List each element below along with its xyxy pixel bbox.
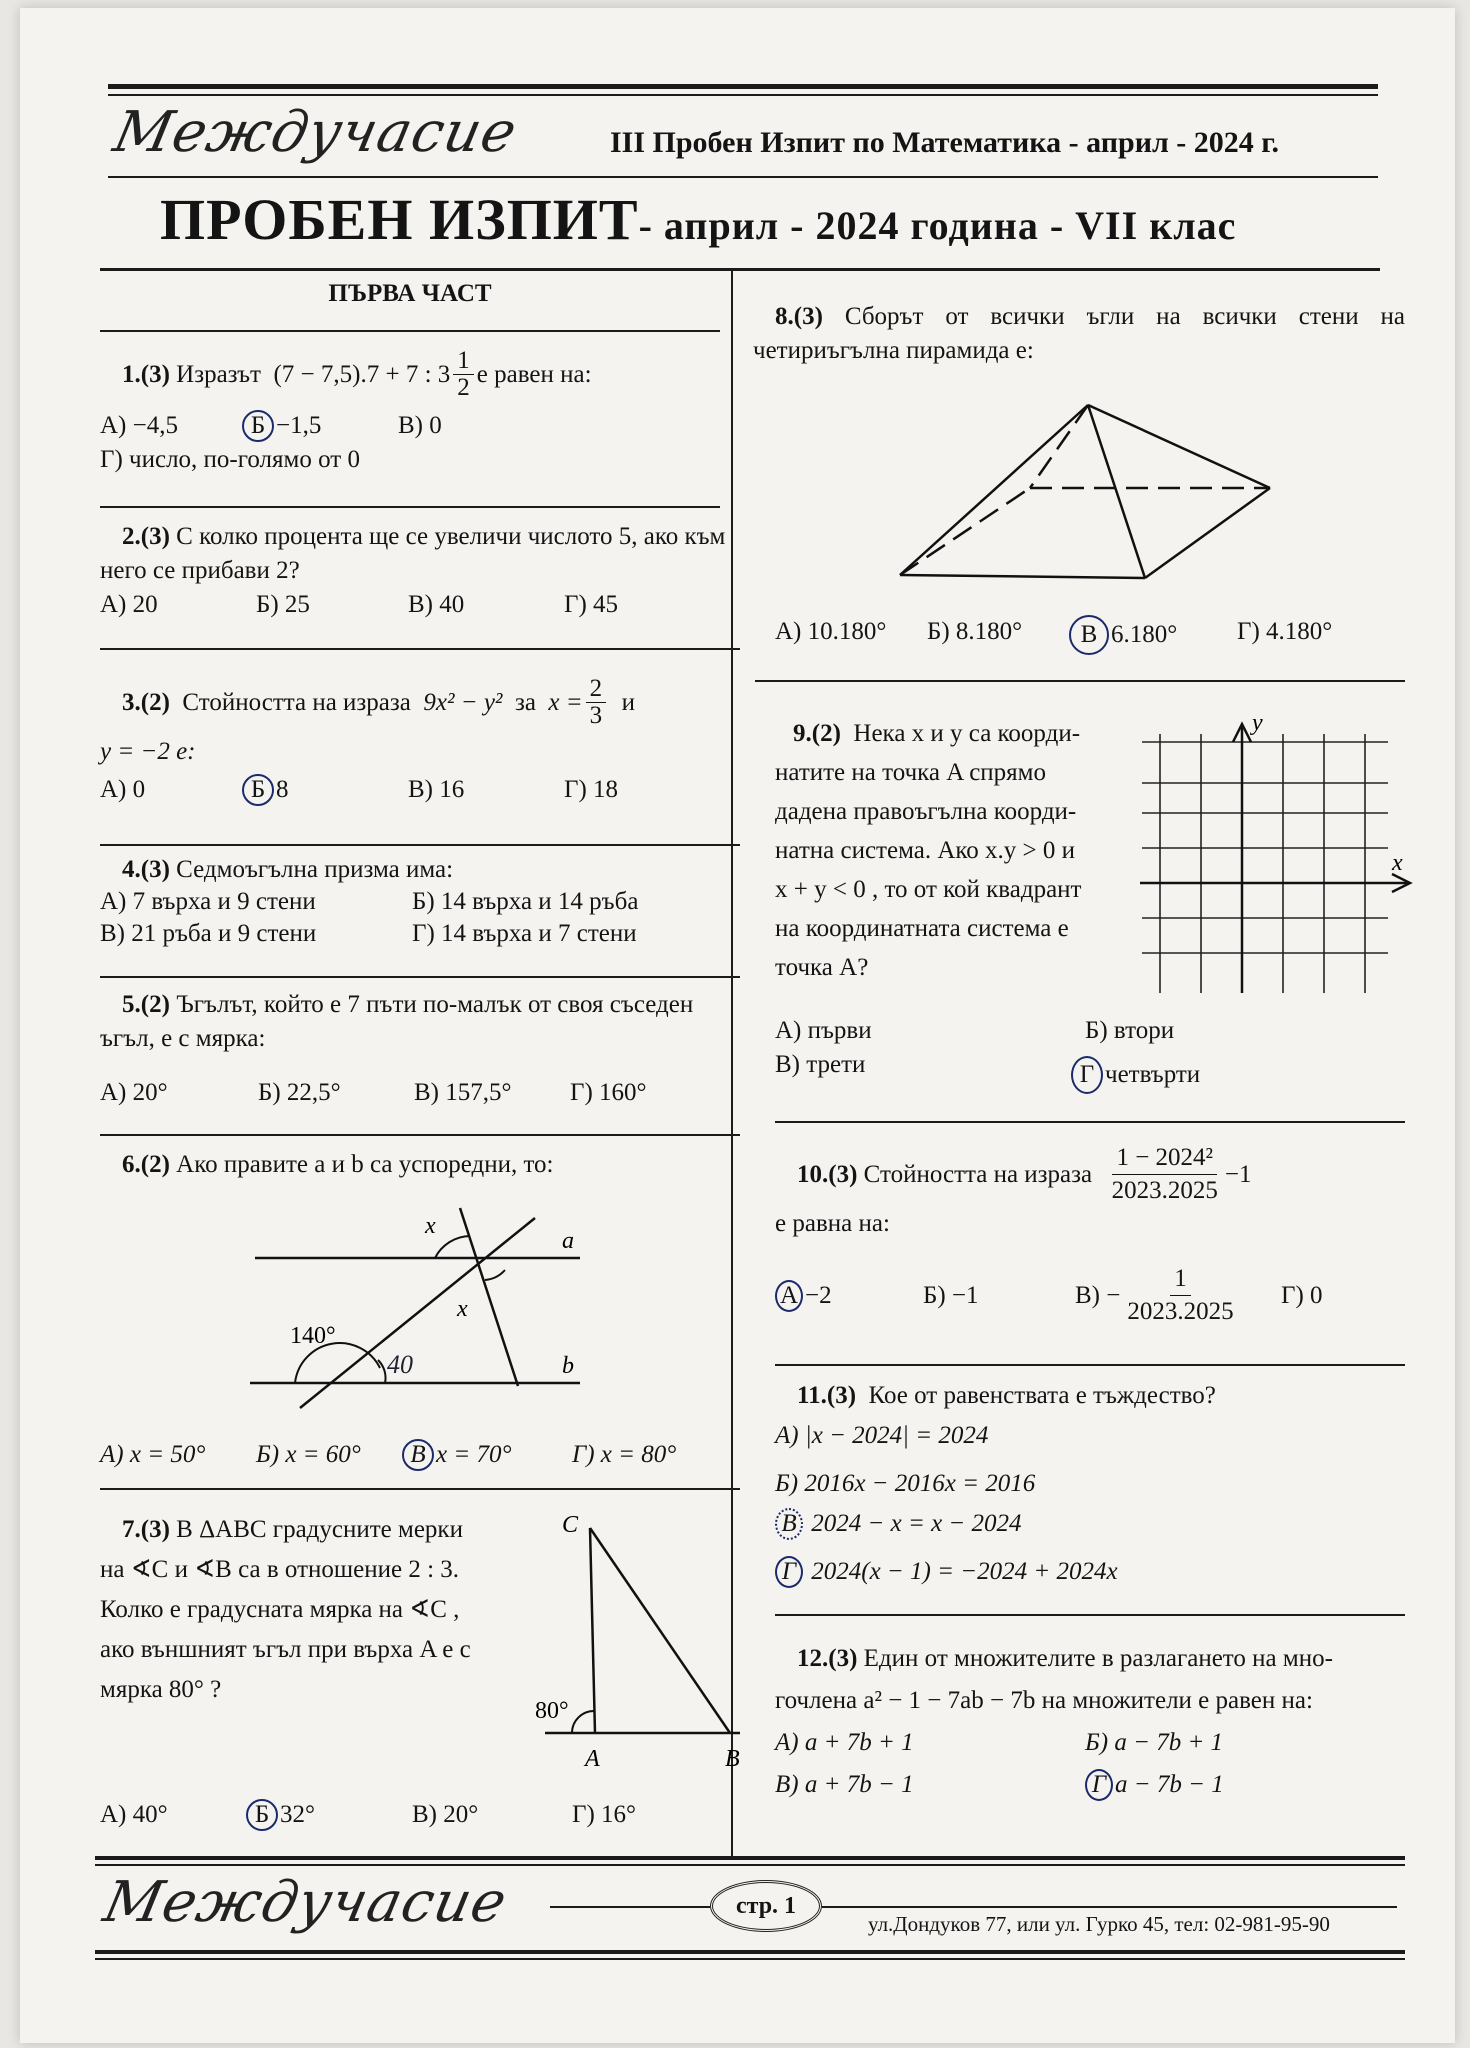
q9-text-6: на координатната система е <box>775 915 1069 942</box>
q10-frac-den: 2023.2025 <box>1111 1177 1218 1204</box>
header-rule-top-thin <box>108 94 1378 96</box>
q5-option-c[interactable]: В) 157,5° <box>414 1079 512 1106</box>
q12-number: 12.(3) <box>797 1645 858 1672</box>
footer-rule-right <box>822 1906 1397 1908</box>
q8-option-c-circle: В <box>1069 615 1109 655</box>
q4-option-a[interactable]: А) 7 върха и 9 стени <box>100 888 316 915</box>
edge-hidden <box>1030 405 1088 488</box>
q2-option-d[interactable]: Г) 45 <box>564 591 619 618</box>
q8-pyramid-figure <box>880 393 1300 593</box>
q7-label-a: A <box>585 1746 600 1772</box>
q1-option-b-circle: Б <box>242 410 274 442</box>
q4-option-d[interactable]: Г) 14 върха и 7 стени <box>412 920 637 947</box>
question-3 <box>100 676 740 807</box>
question-9 <box>775 714 1155 987</box>
q1-option-a[interactable]: А) −4,5 <box>100 412 178 439</box>
q7-option-a[interactable]: А) 40° <box>100 1801 168 1828</box>
question-4 <box>100 854 740 950</box>
q9-text-2: натите на точка A спрямо <box>775 759 1046 786</box>
q6-option-b[interactable]: Б) x = 60° <box>256 1441 361 1468</box>
q7-option-b-circle: Б <box>246 1799 278 1831</box>
q9-option-d-value: четвърти <box>1105 1061 1201 1088</box>
q8-option-a[interactable]: А) 10.180° <box>775 618 887 645</box>
footer-rule-top-thin <box>95 1864 1405 1866</box>
rule <box>775 1614 1405 1616</box>
q11-option-d-circle: Г <box>775 1556 803 1588</box>
angle-arc-top <box>435 1236 470 1258</box>
angle-arc-40 <box>378 1360 386 1383</box>
q12-option-a[interactable]: А) a + 7b + 1 <box>775 1729 914 1756</box>
q1-text-before: Изразът <box>176 360 261 388</box>
q3-mid: за <box>514 688 536 716</box>
base-front <box>900 575 1145 578</box>
q10-option-c-fraction <box>1123 1263 1237 1328</box>
q10-option-b[interactable]: Б) −1 <box>923 1281 979 1309</box>
main-subtitle: - април - 2024 година - VII клас <box>638 203 1237 248</box>
q9-option-a[interactable]: А) първи <box>775 1017 872 1044</box>
q1-text-after: е равен на: <box>476 360 592 388</box>
q11-option-a[interactable]: А) |x − 2024| = 2024 <box>775 1422 989 1449</box>
rule <box>775 1121 1405 1123</box>
q7-option-b-value: 32° <box>280 1801 315 1828</box>
q2-text: С колко процента ще се увеличи числото 5, ако към него се прибави 2? <box>100 523 726 584</box>
header-logo: Междучасие <box>108 100 523 165</box>
q8-option-c[interactable] <box>1069 615 1237 655</box>
q9-axis-x-label: x <box>1392 850 1403 876</box>
exam-sheet <box>20 8 1455 2043</box>
question-1 <box>100 348 720 477</box>
footer-address: ул.Дондуков 77, или ул. Гурко 45, тел: 02-981-95-90 <box>868 1912 1330 1936</box>
q7-triangle-figure <box>530 1508 750 1778</box>
q11-option-c[interactable] <box>775 1504 1415 1544</box>
q2-option-b[interactable]: Б) 25 <box>256 591 310 618</box>
q9-number: 9.(2) <box>793 720 841 747</box>
transversal-2 <box>460 1208 518 1386</box>
footer-logo: Междучасие <box>98 1870 513 1935</box>
rule <box>100 506 720 508</box>
footer-rule-bottom <box>95 1950 1405 1954</box>
question-6 <box>100 1148 740 1182</box>
angle-arc-mid <box>485 1270 505 1280</box>
q10-number: 10.(3) <box>797 1160 858 1188</box>
q3-option-b[interactable] <box>242 773 408 807</box>
q3-option-d[interactable]: Г) 18 <box>564 776 619 803</box>
q5-option-d[interactable]: Г) 160° <box>570 1079 647 1106</box>
footer-rule-top <box>95 1856 1405 1860</box>
q12-option-d[interactable] <box>1085 1764 1224 1806</box>
q10-frac-num: 1 − 2024² <box>1112 1142 1217 1175</box>
q8-option-b[interactable]: Б) 8.180° <box>927 618 1023 645</box>
base-right <box>1145 488 1270 578</box>
q10-option-a[interactable] <box>775 1279 923 1313</box>
q9-text-1: Нека x и y са коорди- <box>853 720 1081 747</box>
q7-label-b: B <box>725 1746 740 1772</box>
q3-frac-den: 3 <box>589 702 603 729</box>
footer-rule-bottom-thin <box>95 1958 1405 1960</box>
rule <box>755 680 1405 682</box>
q7-text: В ΔABC градусните мерки на ∢C и ∢B са в отношение 2 : 3. Колко е градусната мярка на ∢C , ако външният ъгъл при върха A е с мярка 80° ? <box>100 1516 471 1703</box>
main-title <box>160 186 1236 253</box>
q6-text: Ако правите a и b са успоредни, то: <box>176 1151 554 1178</box>
q6-figure <box>250 1198 610 1418</box>
q3-expr: 9x² − y² <box>423 688 503 716</box>
q8-number: 8.(3) <box>775 303 823 330</box>
q10-option-c-den: 2023.2025 <box>1127 1298 1234 1325</box>
q1-option-c[interactable]: В) 0 <box>398 412 442 439</box>
q6-option-d[interactable]: Г) x = 80° <box>572 1441 677 1468</box>
q1-frac-num: 1 <box>453 348 474 375</box>
q10-option-d[interactable]: Г) 0 <box>1281 1281 1323 1309</box>
q7-option-c[interactable]: В) 20° <box>412 1801 479 1828</box>
q12-option-b[interactable]: Б) a − 7b + 1 <box>1085 1729 1224 1756</box>
question-7 <box>100 1510 490 1710</box>
edge-front <box>1088 405 1145 578</box>
q5-number: 5.(2) <box>122 991 170 1018</box>
q12-text-2: гочлена a² − 1 − 7ab − 7b на множители е равен на: <box>775 1687 1313 1714</box>
rule <box>100 1134 740 1136</box>
header-rule-bottom <box>100 268 1380 271</box>
question-11 <box>775 1376 1415 1592</box>
q9-text-4: натна система. Ако x.y > 0 и <box>775 837 1075 864</box>
q1-option-d[interactable]: Г) число, по-голямо от 0 <box>100 446 360 473</box>
q8-option-c-value: 6.180° <box>1111 621 1178 648</box>
q12-text-1: Един от множителите в разлагането на мно- <box>863 1645 1333 1672</box>
q3-number: 3.(2) <box>122 688 170 716</box>
q10-line2: е равна на: <box>775 1210 890 1237</box>
q8-option-d[interactable]: Г) 4.180° <box>1237 618 1333 645</box>
q2-number: 2.(3) <box>122 523 170 550</box>
q3-frac-num: 2 <box>586 676 607 703</box>
q7-options <box>100 1798 740 1832</box>
question-12 <box>775 1638 1415 1806</box>
q1-frac-den: 2 <box>457 374 470 401</box>
q9-option-d-circle: Г <box>1071 1056 1103 1094</box>
q11-option-d-value: 2024(x − 1) = −2024 + 2024x <box>811 1558 1118 1585</box>
exam-title: III Пробен Изпит по Математика - април - 2024 г. <box>610 126 1280 159</box>
q2-option-a[interactable]: А) 20 <box>100 591 158 618</box>
q6-options <box>100 1438 740 1472</box>
q9-text-3: дадена правоъгълна коорди- <box>775 798 1077 825</box>
q6-option-a[interactable]: А) x = 50° <box>100 1441 206 1468</box>
q5-option-a[interactable]: А) 20° <box>100 1079 168 1106</box>
q10-text: Стойността на израза <box>863 1160 1093 1188</box>
q10-option-c[interactable] <box>1075 1263 1281 1328</box>
rule <box>100 648 740 650</box>
q9-option-c[interactable]: В) трети <box>775 1051 866 1078</box>
rule <box>100 976 740 978</box>
transversal-1 <box>300 1218 535 1408</box>
q12-option-c[interactable]: В) a + 7b − 1 <box>775 1771 914 1798</box>
base-hidden-left <box>900 488 1030 575</box>
grid-lines <box>1142 734 1388 993</box>
q8-options <box>775 615 1415 655</box>
angle-arc-80 <box>572 1711 594 1733</box>
q7-label-80: 80° <box>535 1698 569 1724</box>
q11-option-d[interactable] <box>775 1552 1415 1592</box>
header-rule-mid <box>108 176 1378 178</box>
q10-option-c-num: 1 <box>1170 1263 1191 1296</box>
rule <box>100 330 720 332</box>
q8-text: Сборът от всички ъгли на всички стени на четириъгълна пирамида е: <box>753 303 1406 364</box>
q11-option-b[interactable]: Б) 2016x − 2016x = 2016 <box>775 1470 1036 1497</box>
edge-right <box>1088 405 1270 488</box>
q1-fraction <box>453 348 474 401</box>
question-10 <box>775 1142 1415 1328</box>
q7-number: 7.(3) <box>122 1516 170 1543</box>
q4-option-c[interactable]: В) 21 ръба и 9 стени <box>100 920 317 947</box>
edge-left <box>900 405 1088 575</box>
q3-text-before: Стойността на израза <box>182 688 411 716</box>
q7-option-d[interactable]: Г) 16° <box>572 1801 637 1828</box>
q10-option-a-value: −2 <box>805 1281 832 1309</box>
main-title-text: ПРОБЕН ИЗПИТ <box>160 187 639 252</box>
q6-label-140: 140° <box>290 1323 336 1349</box>
q9-coordinate-grid <box>1130 708 1420 998</box>
q9-text-7: точка A? <box>775 954 869 981</box>
q3-line2: y = −2 е: <box>100 738 196 765</box>
q6-option-c-circle: В <box>402 1439 434 1471</box>
q6-handwritten-40: 40 <box>387 1350 413 1379</box>
q6-number: 6.(2) <box>122 1151 170 1178</box>
q6-label-a: a <box>562 1228 574 1254</box>
q6-label-x-top: x <box>425 1213 436 1239</box>
q11-number: 11.(3) <box>797 1382 857 1409</box>
q3-and: и <box>621 688 636 716</box>
q10-tail: −1 <box>1224 1160 1252 1188</box>
q5-text: Ъгълът, който е 7 пъти по-малък от своя съседен ъгъл, е с мярка: <box>100 991 694 1052</box>
q3-option-c[interactable]: В) 16 <box>408 776 465 803</box>
question-8 <box>753 300 1405 368</box>
q6-option-c-value: x = 70° <box>436 1441 512 1468</box>
q1-option-b-value: −1,5 <box>276 412 322 439</box>
q10-fraction <box>1108 1142 1222 1207</box>
q3-xeq: x = <box>548 688 583 716</box>
page-number: стр. 1 <box>710 1880 822 1932</box>
q7-label-c: C <box>562 1512 579 1538</box>
q3-option-a[interactable]: А) 0 <box>100 776 146 803</box>
q4-text: Седмоъгълна призма има: <box>176 856 454 883</box>
q6-option-c[interactable] <box>402 1438 572 1472</box>
question-5 <box>100 988 740 1110</box>
q3-fraction <box>586 676 607 729</box>
q9-options <box>775 1014 1415 1094</box>
q9-option-d[interactable] <box>1071 1056 1200 1094</box>
q2-option-c[interactable]: В) 40 <box>408 591 465 618</box>
q6-label-b: b <box>562 1353 574 1379</box>
q12-option-d-circle: Г <box>1085 1769 1113 1801</box>
q4-number: 4.(3) <box>122 856 170 883</box>
q4-option-b[interactable]: Б) 14 върха и 14 ръба <box>412 888 639 915</box>
q1-option-b[interactable] <box>242 409 398 443</box>
q7-option-b[interactable] <box>246 1798 412 1832</box>
q10-option-c-prefix: В) − <box>1075 1281 1121 1309</box>
header-rule-top <box>108 84 1378 89</box>
q3-option-b-circle: Б <box>242 774 274 806</box>
q12-option-d-value: a − 7b − 1 <box>1115 1771 1224 1798</box>
footer-rule-left <box>550 1906 710 1908</box>
rule <box>100 844 740 846</box>
q9-text-5: x + y < 0 , то от кой квадрант <box>775 876 1082 903</box>
side-cb <box>590 1528 730 1733</box>
q10-option-a-circle: А <box>775 1280 803 1312</box>
q11-text: Кое от равенствата е тъждество? <box>868 1382 1216 1409</box>
q1-expr: (7 − 7,5).7 + 7 : 3 <box>273 360 451 388</box>
question-2 <box>100 520 740 622</box>
q3-option-b-value: 8 <box>276 776 289 803</box>
q9-axis-y-label: y <box>1252 710 1263 736</box>
q1-number: 1.(3) <box>122 360 170 388</box>
q6-label-x-mid: x <box>457 1296 468 1322</box>
q5-option-b[interactable]: Б) 22,5° <box>258 1079 341 1106</box>
q11-option-c-circle: В <box>775 1508 803 1540</box>
side-ca <box>590 1528 595 1733</box>
rule <box>100 1488 740 1490</box>
q11-option-c-value: 2024 − x = x − 2024 <box>811 1510 1022 1537</box>
q9-option-b[interactable]: Б) втори <box>1085 1017 1175 1044</box>
section-title: ПЪРВА ЧАСТ <box>328 280 492 307</box>
rule <box>775 1364 1405 1366</box>
